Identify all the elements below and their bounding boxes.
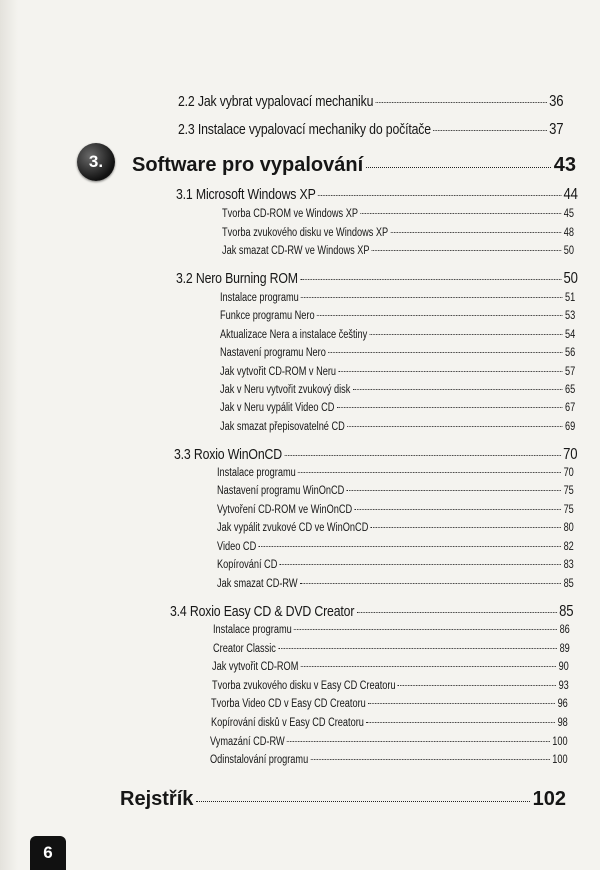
section-page: 44: [563, 186, 578, 203]
subsection-page: 75: [563, 504, 574, 516]
subsection-page: 98: [557, 717, 568, 729]
leader-dots: [287, 741, 550, 742]
subsection-page: 51: [564, 292, 576, 304]
subsection-page: 48: [563, 227, 574, 239]
subsection-page: 56: [564, 347, 576, 359]
subsection-entry[interactable]: [211, 717, 568, 729]
leader-dots: [337, 407, 563, 408]
subsection-entry[interactable]: [217, 522, 574, 534]
leader-dots: [196, 801, 529, 802]
subsection-label: Funkce programu Nero: [220, 310, 315, 322]
subsection-page: 89: [559, 643, 570, 655]
subsection-entry[interactable]: [220, 310, 575, 322]
chapter-number-badge: 3.: [77, 143, 115, 181]
subsection-page: 53: [564, 310, 576, 322]
subsection-page: 83: [563, 559, 574, 571]
leader-dots: [328, 352, 562, 353]
section-page: 85: [559, 603, 574, 620]
subsection-entry[interactable]: [220, 402, 575, 414]
subsection-label: Jak smazat CD-RW: [217, 578, 298, 590]
index-entry[interactable]: [120, 788, 566, 811]
leader-dots: [301, 297, 562, 298]
subsection-label: Jak smazat přepisovatelné CD: [220, 421, 345, 433]
toc-entry-label: 2.2 Jak vybrat vypalovací mechaniku: [178, 93, 374, 110]
leader-dots: [301, 666, 556, 667]
subsection-page: 69: [564, 421, 576, 433]
leader-dots: [366, 167, 551, 168]
leader-dots: [370, 334, 563, 335]
subsection-entry[interactable]: [212, 680, 569, 692]
subsection-page: 65: [564, 384, 576, 396]
subsection-page: 82: [563, 541, 574, 553]
subsection-label: Jak v Neru vypálit Video CD: [220, 402, 335, 414]
subsection-label: Tvorba zvukového disku ve Windows XP: [222, 227, 389, 239]
leader-dots: [347, 490, 561, 491]
leader-dots: [371, 527, 561, 528]
section-label: 3.1 Microsoft Windows XP: [176, 186, 316, 203]
leader-dots: [372, 250, 561, 251]
subsection-page: 90: [558, 661, 569, 673]
page-edge: [0, 0, 18, 870]
toc-entry-label: 2.3 Instalace vypalovací mechaniky do počítače: [178, 121, 431, 138]
leader-dots: [355, 509, 562, 510]
section-entry[interactable]: [170, 603, 573, 621]
subsection-label: Jak v Neru vytvořit zvukový disk: [220, 384, 351, 396]
index-label: Rejstřík: [120, 788, 194, 810]
subsection-entry[interactable]: [217, 467, 574, 479]
subsection-entry[interactable]: [217, 485, 574, 497]
chapter-page: 43: [553, 154, 576, 176]
toc-entry-page: 36: [549, 93, 564, 110]
subsection-page: 86: [559, 624, 570, 636]
leader-dots: [298, 472, 561, 473]
subsection-page: 54: [564, 329, 576, 341]
leader-dots: [433, 130, 546, 131]
subsection-entry[interactable]: [213, 643, 570, 655]
leader-dots: [357, 612, 557, 613]
subsection-label: Instalace programu: [213, 624, 292, 636]
subsection-label: Vymazání CD-RW: [210, 736, 285, 748]
leader-dots: [284, 455, 560, 456]
subsection-label: Vytvoření CD-ROM ve WinOnCD: [217, 504, 353, 516]
subsection-label: Tvorba CD-ROM ve Windows XP: [222, 208, 358, 220]
subsection-page: 75: [563, 485, 574, 497]
leader-dots: [360, 213, 561, 214]
subsection-label: Instalace programu: [220, 292, 299, 304]
subsection-entry[interactable]: [210, 736, 568, 748]
toc-entry[interactable]: [178, 121, 563, 139]
leader-dots: [311, 759, 550, 760]
subsection-entry[interactable]: [220, 366, 575, 378]
leader-dots: [376, 102, 547, 103]
subsection-page: 45: [563, 208, 574, 220]
subsection-label: Jak smazat CD-RW ve Windows XP: [222, 245, 370, 257]
subsection-page: 57: [564, 366, 576, 378]
section-entry[interactable]: [176, 270, 578, 288]
toc-entry[interactable]: [178, 93, 563, 111]
leader-dots: [300, 583, 561, 584]
subsection-label: Jak vypálit zvukové CD ve WinOnCD: [217, 522, 369, 534]
leader-dots: [259, 546, 562, 547]
subsection-label: Kopírování disků v Easy CD Creatoru: [211, 717, 364, 729]
subsection-label: Kopírování CD: [217, 559, 278, 571]
subsection-entry[interactable]: [213, 624, 570, 636]
subsection-label: Nastavení programu WinOnCD: [217, 485, 345, 497]
subsection-label: Creator Classic: [213, 643, 276, 655]
subsection-page: 96: [557, 698, 568, 710]
subsection-entry[interactable]: [220, 292, 575, 304]
subsection-entry[interactable]: [220, 384, 575, 396]
subsection-page: 67: [564, 402, 576, 414]
subsection-label: Tvorba Video CD v Easy CD Creatoru: [211, 698, 366, 710]
leader-dots: [368, 703, 555, 704]
subsection-label: Nastavení programu Nero: [220, 347, 326, 359]
subsection-label: Jak vytvořit CD-ROM v Neru: [220, 366, 337, 378]
subsection-entry[interactable]: [217, 578, 574, 590]
leader-dots: [353, 389, 563, 390]
subsection-page: 100: [552, 736, 568, 748]
index-page: 102: [532, 788, 566, 810]
subsection-entry[interactable]: [210, 754, 568, 766]
subsection-entry[interactable]: [222, 245, 574, 257]
subsection-page: 85: [563, 578, 574, 590]
subsection-entry[interactable]: [222, 227, 574, 239]
leader-dots: [278, 648, 557, 649]
subsection-entry[interactable]: [220, 329, 575, 341]
leader-dots: [317, 315, 563, 316]
leader-dots: [391, 232, 562, 233]
section-label: 3.3 Roxio WinOnCD: [174, 446, 282, 463]
subsection-entry[interactable]: [217, 541, 574, 553]
subsection-entry[interactable]: [220, 421, 575, 433]
leader-dots: [294, 629, 557, 630]
section-label: 3.2 Nero Burning ROM: [176, 270, 298, 287]
section-page: 50: [563, 270, 578, 287]
subsection-label: Instalace programu: [217, 467, 296, 479]
chapter-title: Software pro vypalování: [132, 154, 364, 176]
leader-dots: [347, 426, 562, 427]
subsection-entry[interactable]: [212, 661, 569, 673]
subsection-label: Odinstalování programu: [210, 754, 309, 766]
subsection-page: 100: [552, 754, 568, 766]
section-label: 3.4 Roxio Easy CD & DVD Creator: [170, 603, 355, 620]
subsection-label: Video CD: [217, 541, 257, 553]
subsection-page: 80: [563, 522, 574, 534]
subsection-entry[interactable]: [211, 698, 568, 710]
subsection-entry[interactable]: [220, 347, 575, 359]
subsection-page: 70: [563, 467, 574, 479]
chapter-entry[interactable]: [132, 154, 576, 177]
subsection-label: Jak vytvořit CD-ROM: [212, 661, 299, 673]
section-entry[interactable]: [176, 186, 578, 204]
subsection-label: Aktualizace Nera a instalace češtiny: [220, 329, 368, 341]
leader-dots: [366, 722, 555, 723]
subsection-entry[interactable]: [222, 208, 574, 220]
section-entry[interactable]: [174, 446, 577, 464]
section-page: 70: [563, 446, 578, 463]
leader-dots: [338, 371, 562, 372]
subsection-page: 93: [558, 680, 569, 692]
leader-dots: [398, 685, 556, 686]
subsection-page: 50: [563, 245, 574, 257]
leader-dots: [300, 279, 561, 280]
leader-dots: [318, 195, 561, 196]
leader-dots: [280, 564, 561, 565]
subsection-entry[interactable]: [217, 559, 574, 571]
subsection-label: Tvorba zvukového disku v Easy CD Creatoru: [212, 680, 396, 692]
subsection-entry[interactable]: [217, 504, 574, 516]
toc-entry-page: 37: [549, 121, 564, 138]
page-number-badge: 6: [30, 836, 66, 870]
